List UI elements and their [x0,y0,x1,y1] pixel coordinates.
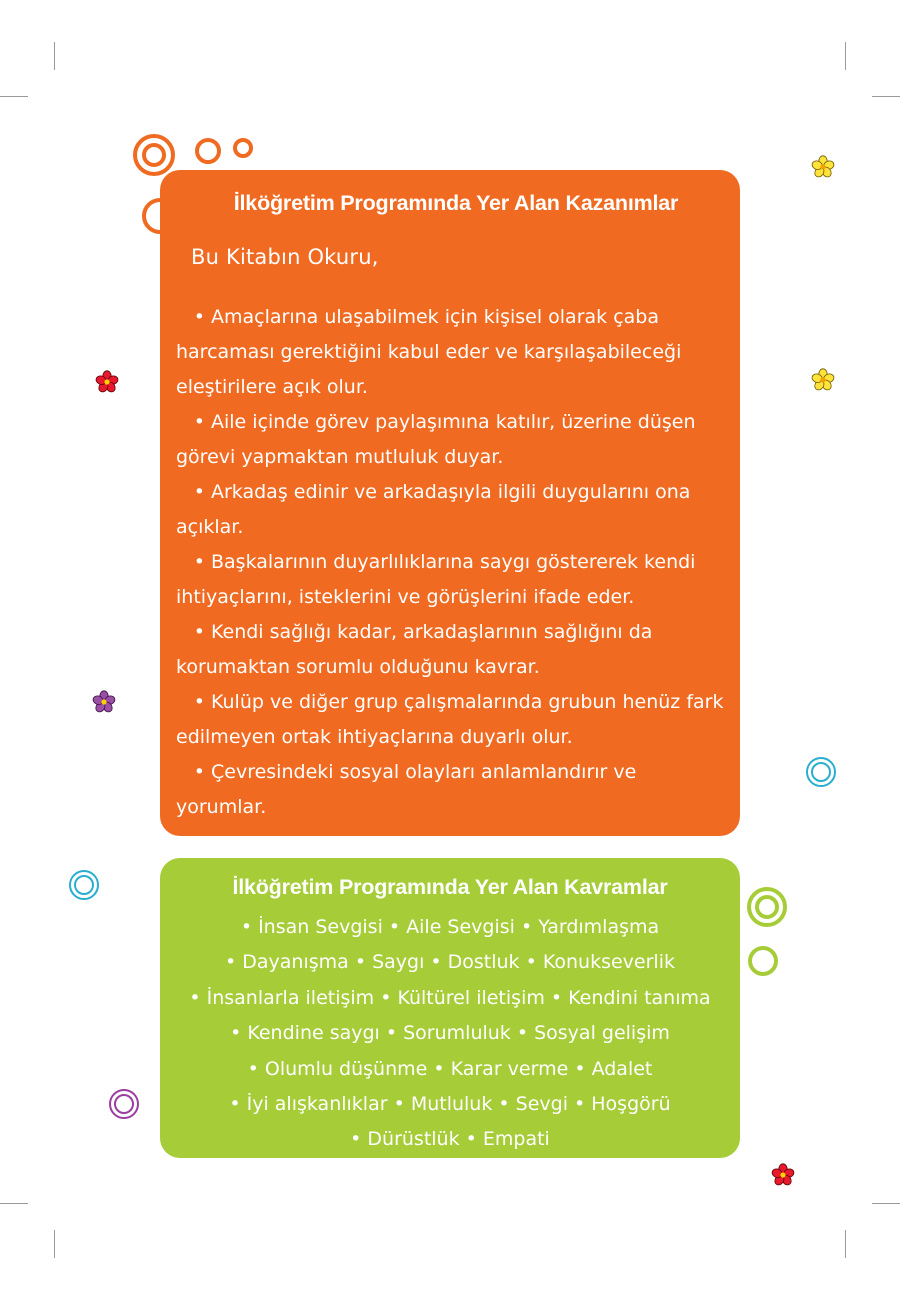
concept-line: • Dürüstlük • Empati [350,1128,550,1151]
ring-icon [114,1094,134,1114]
bullet-icon: • [193,306,205,328]
outcome-item: • Amaçlarına ulaşabilmek için kişisel olarak çaba harcaması gerektiğini kabul eder ve karşılaşabileceği eleştirilere açık olur. [176,300,732,405]
outcome-item: • Kendi sağlığı kadar, arkadaşlarının sağlığını da korumaktan sorumlu olduğunu kavrar. [176,615,732,685]
outcome-item: • Başkalarının duyarlılıklarına saygı göstererek kendi ihtiyaçlarını, isteklerini ve görüşlerini ifade eder. [176,545,732,615]
outcomes-panel [160,170,740,836]
concept-line: • Olumlu düşünme • Karar verme • Adalet [247,1057,653,1080]
flower-icon [810,155,836,179]
ring-icon [74,875,94,895]
flower-icon [94,370,120,394]
concept-line: • İnsanlarla iletişim • Kültürel iletişim • Kendini tanıma [189,986,711,1009]
concepts-list [160,910,740,1158]
bullet-icon: • [193,481,205,503]
bullet-icon: • [193,761,205,783]
outcome-item: • Kulüp ve diğer grup çalışmalarında grubun henüz fark edilmeyen ortak ihtiyaçlarına duyarlı olur. [176,685,732,755]
bullet-icon: • [193,411,205,433]
ring-icon [233,138,253,158]
crop-mark [872,1203,900,1204]
crop-mark [845,42,846,70]
ring-icon [755,895,779,919]
ring-icon [195,138,221,164]
outcome-item: • Aile içinde görev paylaşımına katılır, üzerine düşen görevi yapmaktan mutluluk duyar. [176,405,732,475]
concept-line: • Kendine saygı • Sorumluluk • Sosyal gelişim [230,1022,670,1045]
concept-line: • İyi alışkanlıklar • Mutluluk • Sevgi • Hoşgörü [229,1093,671,1116]
ring-icon [142,143,166,167]
concepts-title: İlköğretim Programında Yer Alan Kavramlar [232,875,668,899]
crop-mark [0,96,28,97]
crop-mark [54,1230,55,1258]
flower-icon [770,1163,796,1187]
crop-mark [0,1203,28,1204]
outcomes-title: İlköğretim Programında Yer Alan Kazanımlar [233,191,679,215]
ring-icon [748,946,778,976]
outcome-item: • Arkadaş edinir ve arkadaşıyla ilgili duygularını ona açıklar. [176,475,732,545]
crop-mark [872,96,900,97]
reader-greeting: Bu Kitabın Okuru, [191,245,379,269]
crop-mark [845,1230,846,1258]
concepts-panel [160,858,740,1158]
bullet-icon: • [193,551,205,573]
concept-line: • Dayanışma • Saygı • Dostluk • Konukseverlik [225,951,675,974]
outcome-item: • Çevresindeki sosyal olayları anlamlandırır ve yorumlar. [176,755,732,825]
outcomes-list [176,300,732,825]
flower-icon [810,368,836,392]
flower-icon [91,690,117,714]
concept-line: • İnsan Sevgisi • Aile Sevgisi • Yardımlaşma [240,916,660,938]
bullet-icon: • [193,691,205,713]
crop-mark [54,42,55,70]
ring-icon [811,762,831,782]
bullet-icon: • [193,621,205,643]
